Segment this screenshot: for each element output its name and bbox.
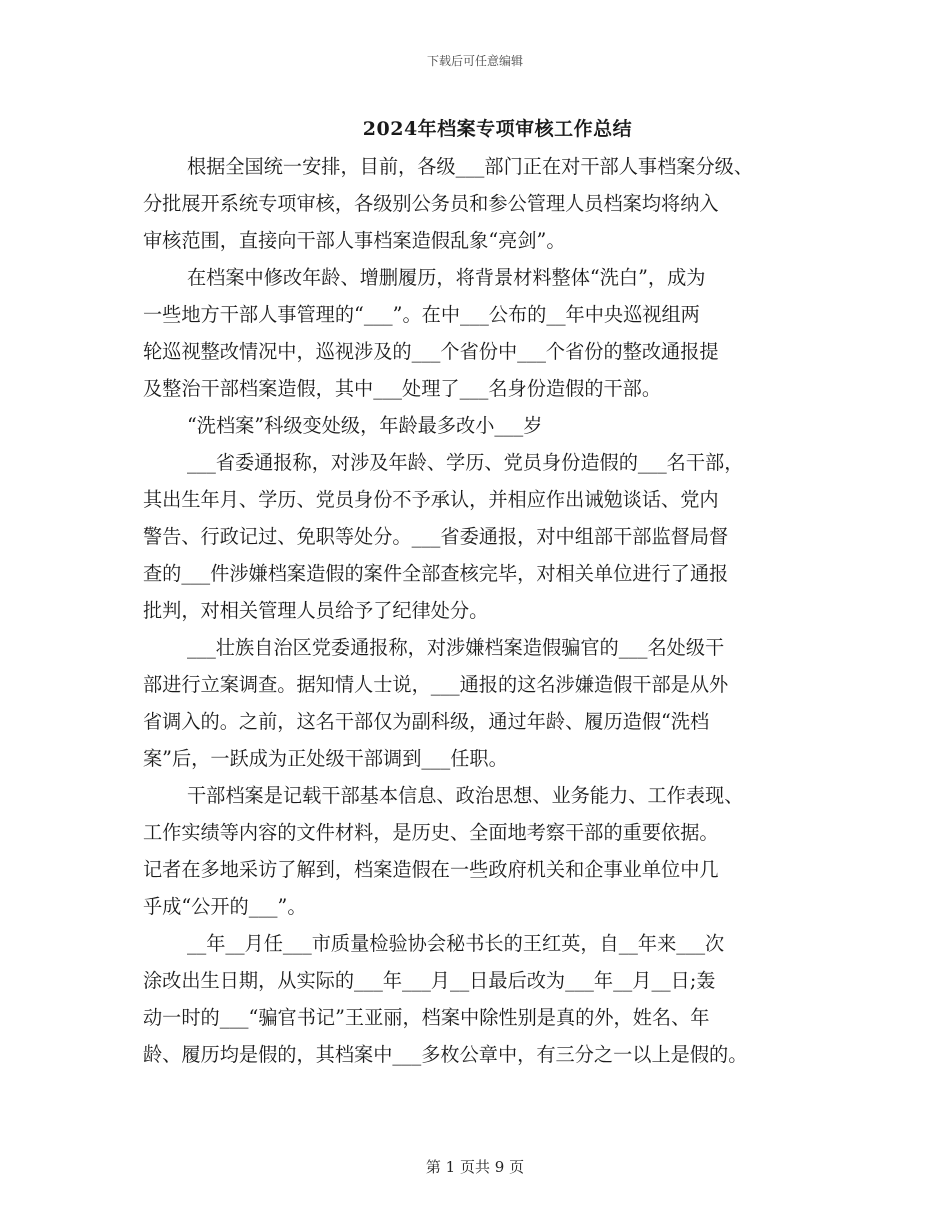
paragraph-4 bbox=[143, 629, 828, 777]
text-line: 动一时的___“骗官书记”王亚丽，档案中除性别是真的外，姓名、年 bbox=[143, 1006, 710, 1029]
text-line: 轮巡视整改情况中，巡视涉及的___个省份中___个省份的整改通报提 bbox=[143, 340, 719, 363]
text-line: 案”后，一跃成为正处级干部调到___任职。 bbox=[143, 747, 508, 770]
text-line: 一些地方干部人事管理的“___”。在中___公布的__年中央巡视组两 bbox=[143, 303, 700, 326]
text-line: 警告、行政记过、免职等处分。___省委通报，对中组部干部监督局督 bbox=[143, 525, 729, 548]
text-line: 省调入的。之前，这名干部仅为副科级，通过年龄、履历造假“洗档 bbox=[143, 710, 710, 733]
text-line: 其出生年月、学历、党员身份不予承认，并相应作出诫勉谈话、党内 bbox=[143, 488, 719, 511]
paragraph-6 bbox=[143, 925, 828, 1073]
text-line: 及整治干部档案造假，其中___处理了___名身份造假的干部。 bbox=[143, 377, 662, 400]
text-line: 在档案中修改年龄、增删履历，将背景材料整体“洗白”，成为 bbox=[187, 266, 706, 289]
paragraph-2 bbox=[143, 259, 828, 407]
paragraph-1 bbox=[143, 148, 828, 259]
page-header: 下载后可任意编辑 bbox=[426, 54, 523, 68]
text-line: __年__月任___市质量检验协会秘书长的王红英，自__年来___次 bbox=[187, 932, 725, 955]
document-body bbox=[143, 148, 828, 1073]
paragraph-3 bbox=[143, 444, 828, 629]
text-line: 工作实绩等内容的文件材料，是历史、全面地考察干部的重要依据。 bbox=[143, 821, 719, 844]
text-line: 查的___件涉嫌档案造假的案件全部查核完毕，对相关单位进行了通报 bbox=[143, 562, 729, 585]
text-line: 龄、履历均是假的，其档案中___多枚公章中，有三分之一以上是假的。 bbox=[143, 1043, 748, 1066]
page-number: 第 1 页共 9 页 bbox=[425, 1158, 525, 1176]
text-line: ___壮族自治区党委通报称，对涉嫌档案造假骗官的___名处级干 bbox=[187, 636, 725, 659]
text-line: 干部档案是记载干部基本信息、政治思想、业务能力、工作表现、 bbox=[187, 784, 744, 807]
text-line: 批判，对相关管理人员给予了纪律处分。 bbox=[143, 599, 489, 622]
text-line: ___省委通报称，对涉及年龄、学历、党员身份造假的___名干部， bbox=[187, 451, 744, 474]
text-line: 分批展开系统专项审核，各级别公务员和参公管理人员档案均将纳入 bbox=[143, 192, 719, 215]
text-line: 涂改出生日期，从实际的___年___月__日最后改为___年__月__日;轰 bbox=[143, 969, 716, 992]
section-subheading bbox=[143, 407, 828, 444]
paragraph-5 bbox=[143, 777, 828, 925]
text-line: 根据全国统一安排，目前，各级___部门正在对干部人事档案分级、 bbox=[187, 155, 754, 178]
text-line: 部进行立案调查。据知情人士说，___通报的这名涉嫌造假干部是从外 bbox=[143, 673, 729, 696]
text-line: 乎成“公开的___”。 bbox=[143, 895, 307, 918]
document-title: 2024年档案专项审核工作总结 bbox=[362, 118, 633, 140]
text-line: 记者在多地采访了解到，档案造假在一些政府机关和企事业单位中几 bbox=[143, 858, 719, 881]
text-line: “洗档案”科级变处级，年龄最多改小___岁 bbox=[187, 414, 543, 437]
text-line: 审核范围，直接向干部人事档案造假乱象“亮剑”。 bbox=[143, 229, 566, 252]
